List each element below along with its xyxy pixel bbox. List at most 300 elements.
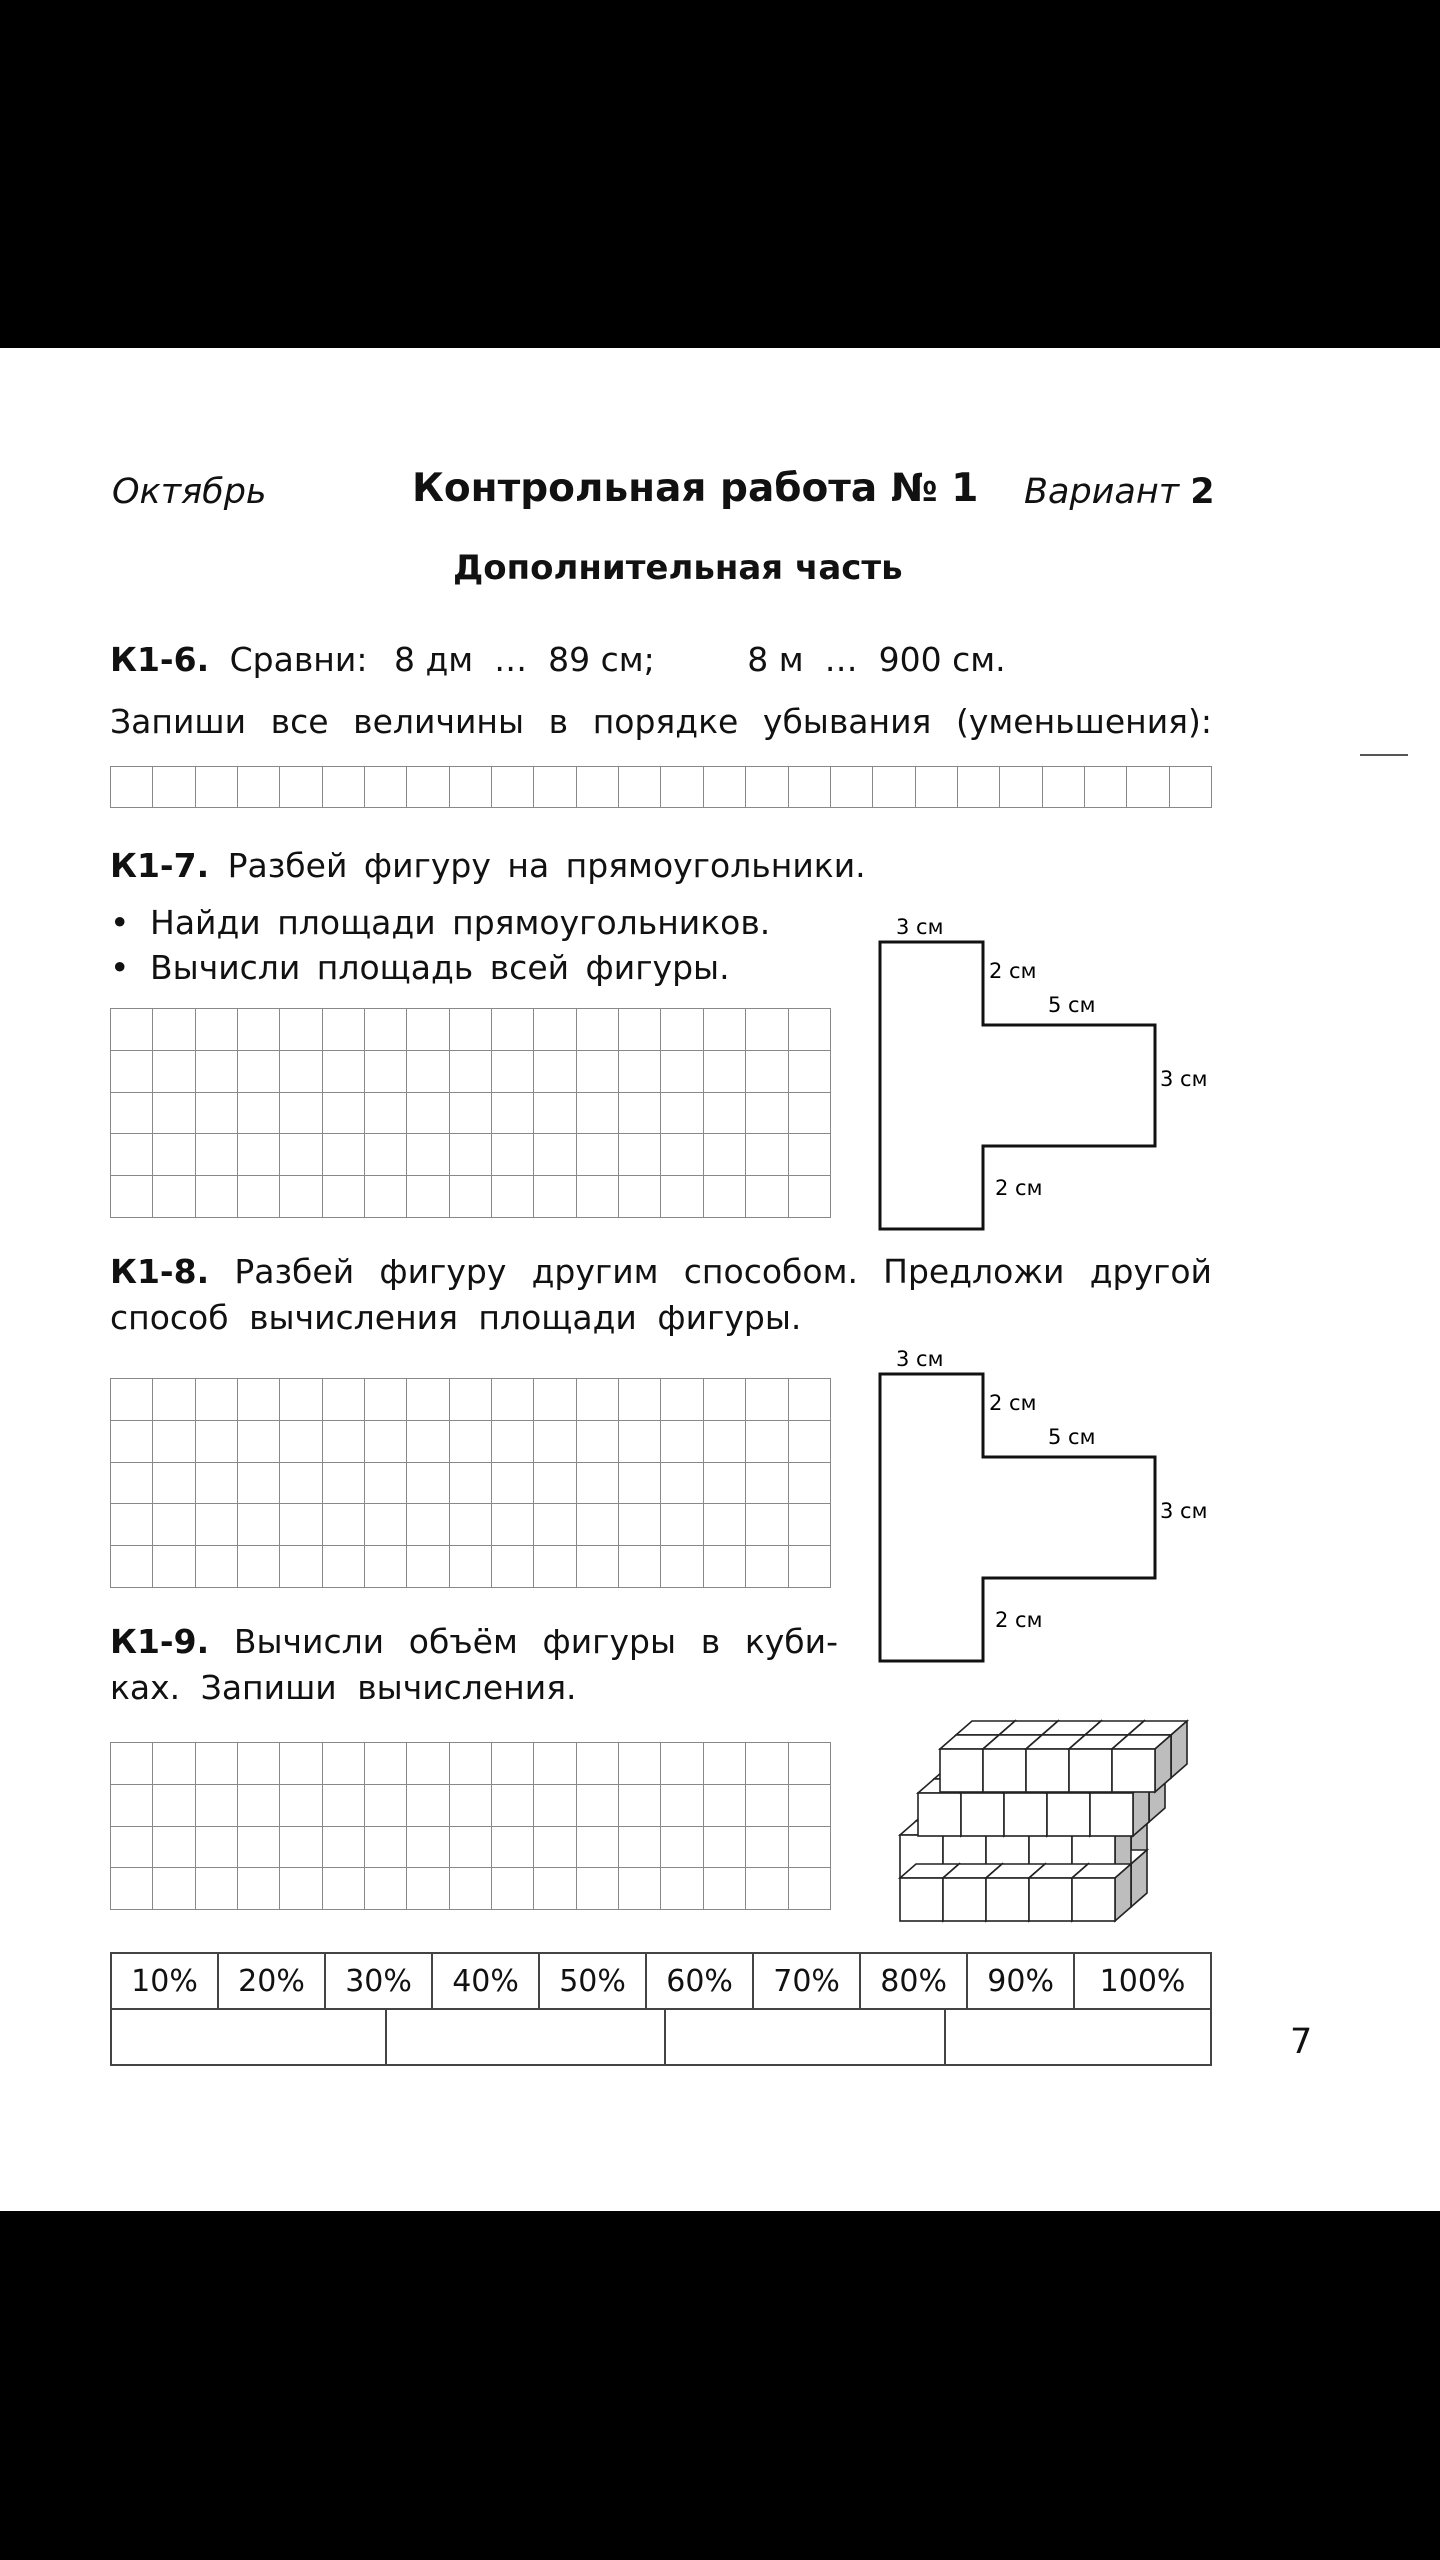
grid-cell[interactable]	[365, 1784, 407, 1826]
compare-expression-2: 8 м … 900 см.	[747, 640, 1006, 679]
percent-cell: 60%	[646, 1953, 753, 2009]
grid-cell[interactable]	[703, 1009, 745, 1051]
grid-cell[interactable]	[365, 1134, 407, 1176]
grid-cell[interactable]	[111, 1379, 153, 1421]
percent-scale	[110, 1952, 1212, 2010]
grid-cell[interactable]	[238, 1546, 280, 1588]
grid-cell[interactable]	[661, 1050, 703, 1092]
grid-cell[interactable]	[238, 1868, 280, 1910]
grid-cell[interactable]	[830, 767, 872, 808]
grid-cell[interactable]	[492, 1092, 534, 1134]
grid-cell[interactable]	[111, 1504, 153, 1546]
grid-cell[interactable]	[576, 1546, 618, 1588]
grid-cell[interactable]	[449, 1176, 491, 1218]
grid-cell[interactable]	[576, 1420, 618, 1462]
grid-cell[interactable]	[280, 1784, 322, 1826]
grid-cell[interactable]	[111, 1092, 153, 1134]
grid-cell[interactable]	[449, 1092, 491, 1134]
grid-cell[interactable]	[407, 1420, 449, 1462]
grid-cell[interactable]	[576, 1868, 618, 1910]
grid-cell[interactable]	[661, 1176, 703, 1218]
grid-cell[interactable]	[534, 1546, 576, 1588]
grid-cell[interactable]	[492, 1826, 534, 1868]
grid-cell[interactable]	[661, 1546, 703, 1588]
grid-cell[interactable]	[153, 1176, 195, 1218]
grid-cell[interactable]	[449, 767, 491, 808]
grid-cell[interactable]	[153, 1546, 195, 1588]
grid-cell[interactable]	[492, 1743, 534, 1785]
grid-cell[interactable]	[576, 767, 618, 808]
grid-cell[interactable]	[788, 1050, 831, 1092]
grid-cell[interactable]	[788, 1868, 831, 1910]
grid-cell[interactable]	[746, 1743, 788, 1785]
grid-cell[interactable]	[238, 1743, 280, 1785]
grid-cell[interactable]	[449, 1743, 491, 1785]
label-step-down: 2 см	[989, 1391, 1037, 1415]
grid-cell[interactable]	[492, 1050, 534, 1092]
grid-cell[interactable]	[365, 1546, 407, 1588]
grid-cell[interactable]	[195, 1379, 237, 1421]
grid-cell[interactable]	[280, 1546, 322, 1588]
grid-cell[interactable]	[788, 1743, 831, 1785]
grid-cell[interactable]	[111, 1009, 153, 1051]
grid-cell[interactable]	[746, 1462, 788, 1504]
grid-cell[interactable]	[576, 1826, 618, 1868]
grid-cell[interactable]	[322, 1420, 364, 1462]
grid-cell[interactable]	[238, 1176, 280, 1218]
grid-cell[interactable]	[915, 767, 957, 808]
grid-cell[interactable]	[788, 1784, 831, 1826]
score-cell[interactable]	[945, 2009, 1211, 2065]
grid-cell[interactable]	[111, 1546, 153, 1588]
grid-cell[interactable]	[195, 767, 237, 808]
grid-cell[interactable]	[534, 1868, 576, 1910]
grid-cell[interactable]	[661, 1092, 703, 1134]
grid-cell[interactable]	[703, 1420, 745, 1462]
grid-cell[interactable]	[153, 1379, 195, 1421]
grid-cell[interactable]	[661, 1826, 703, 1868]
grid-cell[interactable]	[238, 1009, 280, 1051]
grid-cell[interactable]	[238, 1134, 280, 1176]
grid-cell[interactable]	[365, 1868, 407, 1910]
grid-cell[interactable]	[449, 1134, 491, 1176]
grid-cell[interactable]	[534, 767, 576, 808]
grid-cell[interactable]	[322, 1743, 364, 1785]
grid-cell[interactable]	[153, 1009, 195, 1051]
grid-cell[interactable]	[365, 1420, 407, 1462]
grid-cell[interactable]	[492, 1868, 534, 1910]
grid-cell[interactable]	[619, 1868, 661, 1910]
grid-cell[interactable]	[195, 1176, 237, 1218]
grid-cell[interactable]	[449, 1784, 491, 1826]
grid-cell[interactable]	[492, 1009, 534, 1051]
grid-cell[interactable]	[407, 767, 449, 808]
grid-cell[interactable]	[703, 1379, 745, 1421]
grid-cell[interactable]	[576, 1134, 618, 1176]
grid-cell[interactable]	[365, 1009, 407, 1051]
grid-cell[interactable]	[703, 1784, 745, 1826]
grid-cell[interactable]	[322, 1462, 364, 1504]
grid-cell[interactable]	[111, 1176, 153, 1218]
grid-cell[interactable]	[322, 1134, 364, 1176]
grid-cell[interactable]	[873, 767, 915, 808]
grid-cell[interactable]	[407, 1134, 449, 1176]
cube	[1072, 1864, 1131, 1921]
grid-cell[interactable]	[746, 1009, 788, 1051]
grid-cell[interactable]	[788, 1462, 831, 1504]
grid-cell[interactable]	[111, 767, 153, 808]
grid-cell[interactable]	[703, 1050, 745, 1092]
grid-cell[interactable]	[703, 1462, 745, 1504]
grid-cell[interactable]	[703, 1743, 745, 1785]
grid-cell[interactable]	[322, 1050, 364, 1092]
grid-cell[interactable]	[280, 1379, 322, 1421]
grid-cell[interactable]	[280, 1743, 322, 1785]
grid-cell[interactable]	[407, 1462, 449, 1504]
grid-cell[interactable]	[195, 1784, 237, 1826]
grid-cell[interactable]	[957, 767, 999, 808]
grid-cell[interactable]	[576, 1504, 618, 1546]
grid-cell[interactable]	[280, 1092, 322, 1134]
grid-cell[interactable]	[322, 1504, 364, 1546]
grid-cell[interactable]	[195, 1134, 237, 1176]
grid-cell[interactable]	[365, 767, 407, 808]
grid-cell[interactable]	[449, 1379, 491, 1421]
grid-cell[interactable]	[534, 1743, 576, 1785]
grid-cell[interactable]	[365, 1826, 407, 1868]
grid-cell[interactable]	[153, 1784, 195, 1826]
grid-cell[interactable]	[619, 1050, 661, 1092]
grid-cell[interactable]	[280, 767, 322, 808]
cube-figure	[880, 1683, 1200, 1923]
grid-cell[interactable]	[661, 1743, 703, 1785]
grid-cell[interactable]	[703, 1504, 745, 1546]
grid-cell[interactable]	[238, 1462, 280, 1504]
grid-cell[interactable]	[619, 1462, 661, 1504]
grid-cell[interactable]	[619, 1504, 661, 1546]
task-k1-9-text-line2: ках. Запиши вычисления.	[110, 1668, 577, 1707]
grid-cell[interactable]	[407, 1546, 449, 1588]
grid-cell[interactable]	[661, 767, 703, 808]
grid-cell[interactable]	[195, 1462, 237, 1504]
grid-cell[interactable]	[746, 1546, 788, 1588]
grid-cell[interactable]	[576, 1784, 618, 1826]
section-subtitle: Дополнительная часть	[453, 548, 903, 588]
score-cell[interactable]	[386, 2009, 665, 2065]
grid-cell[interactable]	[238, 1784, 280, 1826]
grid-cell[interactable]	[534, 1092, 576, 1134]
grid-cell[interactable]	[238, 767, 280, 808]
grid-cell[interactable]	[238, 1379, 280, 1421]
score-cell[interactable]	[111, 2009, 386, 2065]
grid-cell[interactable]	[746, 1868, 788, 1910]
grid-cell[interactable]	[619, 1420, 661, 1462]
grid-cell[interactable]	[153, 1868, 195, 1910]
grid-cell[interactable]	[280, 1420, 322, 1462]
grid-cell[interactable]	[492, 1546, 534, 1588]
grid-cell[interactable]	[746, 767, 788, 808]
grid-cell[interactable]	[788, 1504, 831, 1546]
score-cell[interactable]	[665, 2009, 945, 2065]
percent-cell: 80%	[860, 1953, 967, 2009]
grid-cell[interactable]	[534, 1379, 576, 1421]
grid-cell[interactable]	[746, 1784, 788, 1826]
page-number: 7	[1290, 2022, 1313, 2062]
grid-cell[interactable]	[619, 1134, 661, 1176]
grid-cell[interactable]	[788, 1546, 831, 1588]
grid-cell[interactable]	[407, 1504, 449, 1546]
grid-cell[interactable]	[407, 1784, 449, 1826]
grid-cell[interactable]	[746, 1050, 788, 1092]
t-shape-figure-1	[880, 915, 1207, 1229]
grid-cell[interactable]	[619, 1176, 661, 1218]
grid-cell[interactable]	[280, 1176, 322, 1218]
grid-cell[interactable]	[703, 1826, 745, 1868]
grid-cell[interactable]	[703, 1868, 745, 1910]
grid-cell[interactable]	[365, 1743, 407, 1785]
grid-cell[interactable]	[153, 1134, 195, 1176]
grid-cell[interactable]	[661, 1462, 703, 1504]
grid-cell[interactable]	[449, 1050, 491, 1092]
grid-cell[interactable]	[788, 1826, 831, 1868]
grid-cell[interactable]	[576, 1462, 618, 1504]
grid-cell[interactable]	[195, 1826, 237, 1868]
grid-cell[interactable]	[534, 1462, 576, 1504]
grid-cell[interactable]	[111, 1462, 153, 1504]
grid-cell[interactable]	[153, 1743, 195, 1785]
grid-cell[interactable]	[703, 1176, 745, 1218]
grid-cell[interactable]	[238, 1420, 280, 1462]
percent-cell: 20%	[218, 1953, 325, 2009]
grid-cell[interactable]	[365, 1379, 407, 1421]
grid-cell[interactable]	[703, 1134, 745, 1176]
grid-cell[interactable]	[365, 1092, 407, 1134]
grid-cell[interactable]	[576, 1176, 618, 1218]
grid-cell[interactable]	[322, 1176, 364, 1218]
grid-cell[interactable]	[788, 1420, 831, 1462]
grid-cell[interactable]	[619, 1826, 661, 1868]
grid-cell[interactable]	[534, 1050, 576, 1092]
grid-cell[interactable]	[322, 1868, 364, 1910]
grid-cell[interactable]	[619, 1009, 661, 1051]
grid-cell[interactable]	[746, 1176, 788, 1218]
grid-cell[interactable]	[1042, 767, 1084, 808]
grid-cell[interactable]	[449, 1009, 491, 1051]
grid-cell[interactable]	[111, 1050, 153, 1092]
grid-cell[interactable]	[492, 1420, 534, 1462]
grid-cell[interactable]	[153, 1420, 195, 1462]
grid-cell[interactable]	[449, 1420, 491, 1462]
grid-cell[interactable]	[449, 1462, 491, 1504]
grid-cell[interactable]	[322, 1546, 364, 1588]
grid-cell[interactable]	[238, 1092, 280, 1134]
grid-cell[interactable]	[703, 767, 745, 808]
grid-cell[interactable]	[365, 1504, 407, 1546]
grid-cell[interactable]	[322, 1379, 364, 1421]
grid-cell[interactable]	[703, 1092, 745, 1134]
grid-cell[interactable]	[407, 1092, 449, 1134]
grid-cell[interactable]	[492, 1504, 534, 1546]
grid-cell[interactable]	[534, 1134, 576, 1176]
grid-cell[interactable]	[153, 1504, 195, 1546]
grid-cell[interactable]	[111, 1868, 153, 1910]
grid-cell[interactable]	[322, 1092, 364, 1134]
grid-cell[interactable]	[238, 1826, 280, 1868]
grid-cell[interactable]	[534, 1826, 576, 1868]
grid-cell[interactable]	[153, 1050, 195, 1092]
grid-cell[interactable]	[365, 1176, 407, 1218]
grid-cell[interactable]	[746, 1134, 788, 1176]
grid-cell[interactable]	[661, 1504, 703, 1546]
grid-cell[interactable]	[153, 1462, 195, 1504]
grid-cell[interactable]	[153, 1826, 195, 1868]
task-k1-6-instruction: Запиши все величины в порядке убывания (уменьшения):	[110, 702, 1212, 741]
grid-cell[interactable]	[111, 1784, 153, 1826]
grid-cell[interactable]	[788, 1134, 831, 1176]
percent-cell: 30%	[325, 1953, 432, 2009]
grid-cell[interactable]	[407, 1379, 449, 1421]
grid-cell[interactable]	[492, 1379, 534, 1421]
grid-cell[interactable]	[492, 1134, 534, 1176]
grid-cell[interactable]	[1127, 767, 1169, 808]
grid-cell[interactable]	[661, 1868, 703, 1910]
grid-cell[interactable]	[619, 1092, 661, 1134]
grid-cell[interactable]	[449, 1868, 491, 1910]
grid-cell[interactable]	[492, 1176, 534, 1218]
worksheet-page	[0, 348, 1440, 2211]
bullet-item: • Вычисли площадь всей фигуры.	[110, 945, 770, 990]
grid-cell[interactable]	[788, 767, 830, 808]
grid-cell[interactable]	[407, 1050, 449, 1092]
grid-cell[interactable]	[407, 1743, 449, 1785]
grid-cell[interactable]	[492, 1784, 534, 1826]
grid-cell[interactable]	[111, 1420, 153, 1462]
grid-cell[interactable]	[576, 1092, 618, 1134]
grid-cell[interactable]	[238, 1504, 280, 1546]
task-code: К1-6.	[110, 640, 210, 679]
grid-cell[interactable]	[322, 1826, 364, 1868]
grid-cell[interactable]	[322, 1009, 364, 1051]
grid-cell[interactable]	[280, 1009, 322, 1051]
grid-cell[interactable]	[153, 1092, 195, 1134]
grid-cell[interactable]	[661, 1009, 703, 1051]
grid-cell[interactable]	[619, 1743, 661, 1785]
grid-cell[interactable]	[534, 1504, 576, 1546]
grid-cell[interactable]	[111, 1743, 153, 1785]
grid-cell[interactable]	[534, 1420, 576, 1462]
task-k1-9-text	[110, 1622, 838, 1661]
grid-cell[interactable]	[788, 1176, 831, 1218]
grid-cell[interactable]	[534, 1784, 576, 1826]
grid-cell[interactable]	[280, 1826, 322, 1868]
grid-cell[interactable]	[619, 1784, 661, 1826]
grid-cell[interactable]	[746, 1504, 788, 1546]
task-k1-6-compare	[110, 640, 1006, 679]
variant-label	[1024, 472, 1215, 512]
grid-cell[interactable]	[492, 767, 534, 808]
grid-cell[interactable]	[576, 1009, 618, 1051]
grid-cell[interactable]	[661, 1134, 703, 1176]
grid-cell[interactable]	[322, 1784, 364, 1826]
task-code: К1-8.	[110, 1252, 210, 1291]
task-k1-7-bullets	[110, 900, 770, 990]
label-bottom: 2 см	[995, 1176, 1043, 1200]
grid-cell[interactable]	[407, 1009, 449, 1051]
grid-cell[interactable]	[195, 1092, 237, 1134]
compare-expression-1: 8 дм … 89 см;	[393, 640, 655, 679]
grid-cell[interactable]	[111, 1134, 153, 1176]
grid-cell[interactable]	[619, 767, 661, 808]
grid-cell[interactable]	[153, 767, 195, 808]
grid-cell[interactable]	[449, 1504, 491, 1546]
grid-cell[interactable]	[280, 1134, 322, 1176]
grid-cell[interactable]	[492, 1462, 534, 1504]
grid-cell[interactable]	[322, 767, 364, 808]
grid-cell[interactable]	[195, 1743, 237, 1785]
grid-cell[interactable]	[407, 1826, 449, 1868]
grid-cell[interactable]	[195, 1050, 237, 1092]
grid-cell[interactable]	[746, 1420, 788, 1462]
grid-cell[interactable]	[576, 1050, 618, 1092]
task-k1-9-instruction: Вычисли объём фигуры в куби-	[233, 1622, 838, 1661]
compare-label: Сравни:	[229, 640, 368, 679]
grid-cell[interactable]	[788, 1379, 831, 1421]
task-k1-7-instruction: Разбей фигуру на прямоугольники.	[227, 846, 866, 885]
grid-cell[interactable]	[788, 1092, 831, 1134]
grid-cell[interactable]	[195, 1420, 237, 1462]
grid-cell[interactable]	[661, 1379, 703, 1421]
grid-cell[interactable]	[746, 1826, 788, 1868]
grid-cell[interactable]	[280, 1462, 322, 1504]
task-k1-7-text	[110, 846, 866, 885]
grid-cell[interactable]	[576, 1743, 618, 1785]
grid-cell[interactable]	[1169, 767, 1211, 808]
grid-cell[interactable]	[534, 1009, 576, 1051]
grid-cell[interactable]	[407, 1868, 449, 1910]
grid-cell[interactable]	[280, 1504, 322, 1546]
grid-cell[interactable]	[788, 1009, 831, 1051]
grid-cell[interactable]	[619, 1379, 661, 1421]
grid-cell[interactable]	[449, 1546, 491, 1588]
grid-cell[interactable]	[280, 1868, 322, 1910]
label-bottom: 2 см	[995, 1608, 1043, 1632]
grid-cell[interactable]	[661, 1420, 703, 1462]
grid-cell[interactable]	[407, 1176, 449, 1218]
grid-cell[interactable]	[195, 1868, 237, 1910]
grid-cell[interactable]	[619, 1546, 661, 1588]
grid-cell[interactable]	[534, 1176, 576, 1218]
grid-cell[interactable]	[195, 1546, 237, 1588]
grid-cell[interactable]	[238, 1050, 280, 1092]
grid-cell[interactable]	[111, 1826, 153, 1868]
grid-cell[interactable]	[1084, 767, 1126, 808]
grid-cell[interactable]	[576, 1379, 618, 1421]
label-arm-right: 3 см	[1160, 1499, 1208, 1523]
grid-cell[interactable]	[280, 1050, 322, 1092]
grid-cell[interactable]	[195, 1504, 237, 1546]
percent-cell: 50%	[539, 1953, 646, 2009]
month-label: Октябрь	[112, 472, 267, 512]
grid-cell[interactable]	[449, 1826, 491, 1868]
grid-cell[interactable]	[1000, 767, 1042, 808]
grid-cell[interactable]	[661, 1784, 703, 1826]
grid-cell[interactable]	[703, 1546, 745, 1588]
grid-cell[interactable]	[746, 1092, 788, 1134]
grid-cell[interactable]	[365, 1050, 407, 1092]
grid-cell[interactable]	[746, 1379, 788, 1421]
grid-cell[interactable]	[195, 1009, 237, 1051]
grid-cell[interactable]	[365, 1462, 407, 1504]
